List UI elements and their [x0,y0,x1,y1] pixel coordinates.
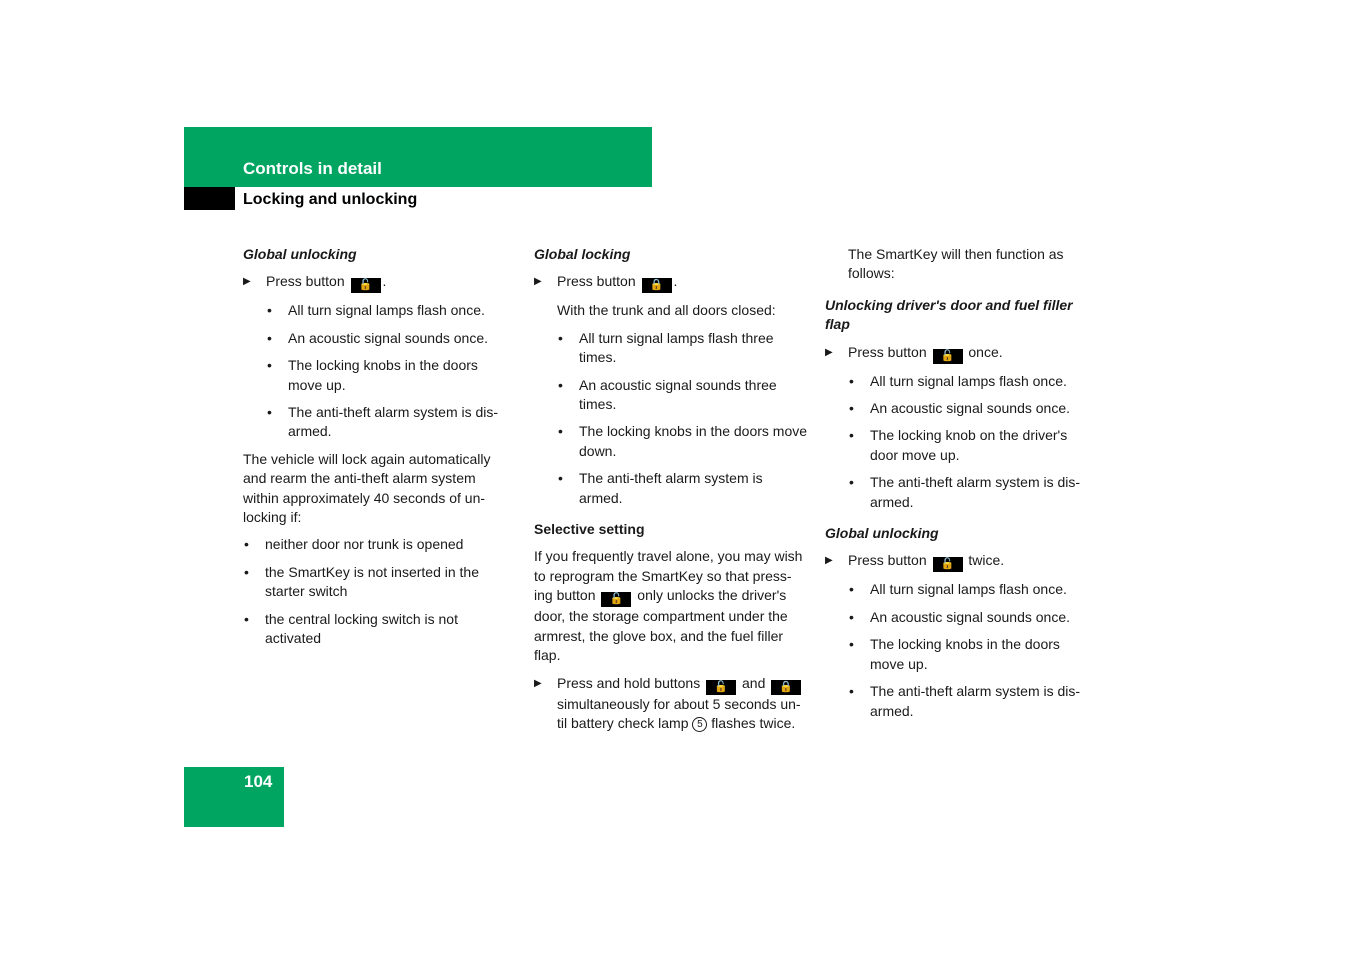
paragraph-text: only unlocks the driver's door, the storage compartment under the armrest, the glove box, and the fuel filler flap. [534,587,788,664]
list-item: • The locking knobs in the doors move up. [848,635,1095,674]
heading-selective-setting: Selective setting [534,521,645,538]
step-text: Press button [848,552,927,569]
step-text: Press button [266,273,345,290]
list-item: • The anti-theft alarm system is dis-armed. [848,682,1095,721]
step-text: simultaneously for about 5 seconds un-til battery check lamp [557,695,801,731]
list-item: • An acoustic signal sounds once. [848,399,1095,418]
lock-button-icon: 🔒 [642,278,672,293]
list-item: • All turn signal lamps flash once. [848,372,1095,391]
step-text: Press button [557,273,636,290]
list-item: • An acoustic signal sounds once. [266,329,511,348]
step-press-unlock-twice [825,551,1095,572]
column-1 [243,245,511,657]
unlock-button-icon: 🔓 [933,349,963,364]
list-item: • the SmartKey is not inserted in the starter switch [243,563,511,602]
step-press-unlock-once [825,343,1095,364]
list-item: • The locking knobs in the doors move down. [557,422,810,461]
step-text: flashes twice. [711,714,796,731]
step-text: and [742,674,766,691]
lamp-number-icon: 5 [692,717,707,732]
step-text: Press button [848,343,927,360]
step-press-unlock [243,272,511,293]
step-press-hold [534,674,810,734]
list-item: • All turn signal lamps flash once. [266,301,511,320]
result-list [534,329,810,508]
column-3 [825,245,1095,729]
list-item: • The anti-theft alarm system is dis-armed. [266,403,511,442]
paragraph-selective [534,547,810,665]
list-item: • the central locking switch is not activated [243,610,511,649]
list-item: • The anti-theft alarm system is dis-armed. [848,473,1095,512]
list-item: • The anti-theft alarm system is armed. [557,469,810,508]
list-item: • All turn signal lamps flash once. [848,580,1095,599]
paragraph-relock: The vehicle will lock again automatically and rearm the anti-theft alarm system within approximately 40 seconds of un-locking if: [243,450,491,526]
step-press-lock [534,272,810,293]
column-2 [534,245,810,741]
list-item: • neither door nor trunk is opened [243,535,511,554]
unlock-button-icon: 🔓 [933,557,963,572]
result-list [825,580,1095,720]
heading-unlocking-drivers-door: Unlocking driver's door and fuel filler flap [825,296,1073,333]
heading-global-unlocking: Global unlocking [243,246,357,262]
condition-text: With the trunk and all doors closed: [557,302,776,319]
page-number: 104 [244,772,273,791]
paragraph-text: If you frequently travel alone, you may wish to reprogram the SmartKey so that press-ing button [534,548,803,604]
list-item: • An acoustic signal sounds three times. [557,376,810,415]
section-title: Controls in detail [243,159,382,178]
step-text: twice. [968,552,1005,569]
step-text: once. [968,343,1003,360]
unlock-button-icon: 🔓 [351,278,381,293]
list-item: • All turn signal lamps flash three times. [557,329,810,368]
unlock-button-icon: 🔓 [601,592,631,607]
paragraph-function: The SmartKey will then function as follows: [848,246,1064,282]
heading-global-unlocking: Global unlocking [825,525,939,542]
condition-list [243,535,511,648]
result-list [243,301,511,441]
step-text-end: . [673,273,678,290]
subsection-marker [184,187,235,210]
lock-button-icon: 🔒 [771,680,801,695]
list-item: • The locking knobs in the doors move up. [266,356,511,395]
heading-global-locking: Global locking [534,246,631,262]
step-text: Press and hold buttons [557,674,701,691]
unlock-button-icon: 🔓 [706,680,736,695]
list-item: • The locking knob on the driver's door move up. [848,426,1095,465]
result-list [825,372,1095,512]
step-text-end: . [382,273,387,290]
subsection-title: Locking and unlocking [243,191,418,208]
list-item: • An acoustic signal sounds once. [848,608,1095,627]
